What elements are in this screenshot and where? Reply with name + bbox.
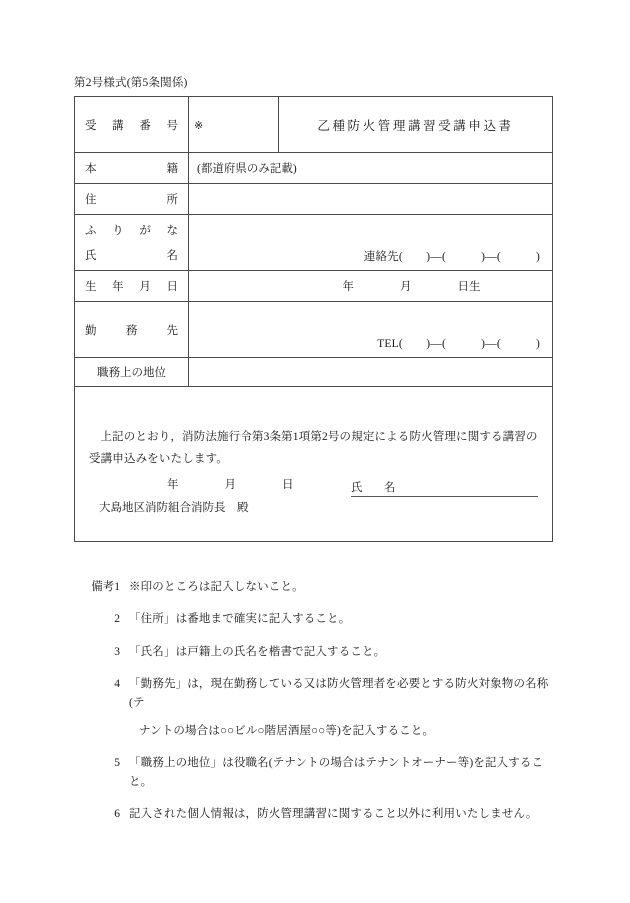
label-registered-domicile: 本籍 — [85, 163, 178, 175]
table-row-workplace — [75, 302, 553, 358]
signature-input-line[interactable] — [404, 483, 539, 497]
table-row-name — [75, 215, 553, 271]
note-text-wrapper — [120, 675, 564, 740]
note-item — [74, 805, 564, 823]
label-receipt-number: 受講番号 — [85, 119, 178, 132]
note-item — [74, 675, 564, 740]
label-position: 職務上の地位 — [97, 367, 166, 379]
note-item — [74, 754, 564, 791]
registered-domicile-hint: (都道府県のみ記載) — [197, 163, 297, 175]
table-row-position — [75, 358, 553, 387]
input-cell-receipt-number[interactable] — [189, 97, 279, 153]
birthdate-year-label: 年 — [342, 281, 354, 293]
page-title: 乙種防火管理講習受講申込書 — [317, 118, 514, 133]
application-form-table — [74, 96, 553, 542]
note-number: 6 — [114, 808, 120, 821]
position-value — [189, 362, 552, 382]
note-text: 記入された個人情報は，防火管理講習に関すること以外に利用いたしません。 — [129, 808, 538, 821]
contact-number-template: 連絡先( )—( )—( ) — [363, 251, 540, 263]
note-item — [74, 578, 564, 596]
label-furigana: ふりがな — [85, 225, 178, 237]
note-text: ※印のところは記入しないこと。 — [129, 581, 304, 593]
input-cell-address[interactable] — [189, 184, 553, 215]
input-cell-birthdate[interactable] — [189, 271, 553, 302]
note-text-continuation: ナントの場合は○○ビル○階居酒屋○○等)を記入すること。 — [139, 724, 435, 737]
note-number: 4 — [114, 678, 120, 691]
signature-label: 氏 名 — [351, 479, 404, 497]
declaration-date-line[interactable]: 年 月 日 — [167, 478, 294, 491]
note-text: 「住所」は番地まで確実に記入すること。 — [129, 613, 351, 626]
label-address: 住所 — [85, 194, 178, 206]
label-workplace: 勤務先 — [85, 324, 178, 337]
label-birthdate: 生年月日 — [85, 281, 178, 293]
note-item — [74, 643, 564, 661]
label-name: 氏名 — [85, 250, 178, 262]
declaration-cell — [75, 387, 553, 542]
label-cell-registered-domicile — [75, 153, 189, 184]
birthdate-template — [189, 278, 552, 294]
input-cell-registered-domicile[interactable] — [189, 153, 553, 184]
table-row-registered-domicile — [75, 153, 553, 184]
form-number-caption: 第2号様式(第5条関係) — [74, 77, 188, 89]
declaration-text: 上記のとおり，消防法施行令第3条第1項第2号の規定による防火管理に関する講習の受講申込みをいたします。 — [89, 431, 538, 465]
birthdate-day-label: 日生 — [457, 281, 481, 293]
label-cell-birthdate — [75, 271, 189, 302]
note-number: 2 — [114, 613, 120, 626]
table-row-birthdate — [75, 271, 553, 302]
name-label-stack — [75, 222, 188, 263]
note-text: 「勤務先」は，現在勤務している又は防火管理者を必要とする防火対象物の名称(テ — [129, 678, 549, 709]
note-item — [74, 610, 564, 628]
address-value — [189, 189, 552, 209]
label-cell-address — [75, 184, 189, 215]
note-number: 5 — [114, 757, 120, 770]
notes-section — [74, 578, 564, 838]
label-cell-workplace — [75, 302, 189, 358]
signature-row[interactable] — [351, 479, 538, 497]
document-title-cell — [279, 97, 553, 153]
label-cell-name — [75, 215, 189, 271]
asterisk-mark-icon: ※ — [194, 120, 204, 132]
workplace-tel-template: TEL( )—( )—( ) — [377, 338, 540, 350]
birthdate-month-label: 月 — [400, 281, 412, 293]
table-row-declaration — [75, 387, 553, 542]
note-number: 備考1 — [91, 581, 120, 593]
note-number: 3 — [114, 645, 120, 658]
table-row-address — [75, 184, 553, 215]
label-cell-position — [75, 358, 189, 387]
declaration-addressee: 大島地区消防組合消防長 殿 — [99, 501, 249, 514]
input-cell-name[interactable] — [189, 215, 553, 271]
input-cell-position[interactable] — [189, 358, 553, 387]
input-cell-workplace[interactable] — [189, 302, 553, 358]
note-text: 「職務上の地位」は役職名(テナントの場合はテナントオーナー等)を記入すること。 — [129, 757, 544, 788]
note-text: 「氏名」は戸籍上の氏名を楷書で記入すること。 — [129, 645, 386, 658]
declaration-block — [75, 413, 552, 515]
table-row-receipt-number — [75, 97, 553, 153]
label-cell-receipt-number — [75, 97, 189, 153]
